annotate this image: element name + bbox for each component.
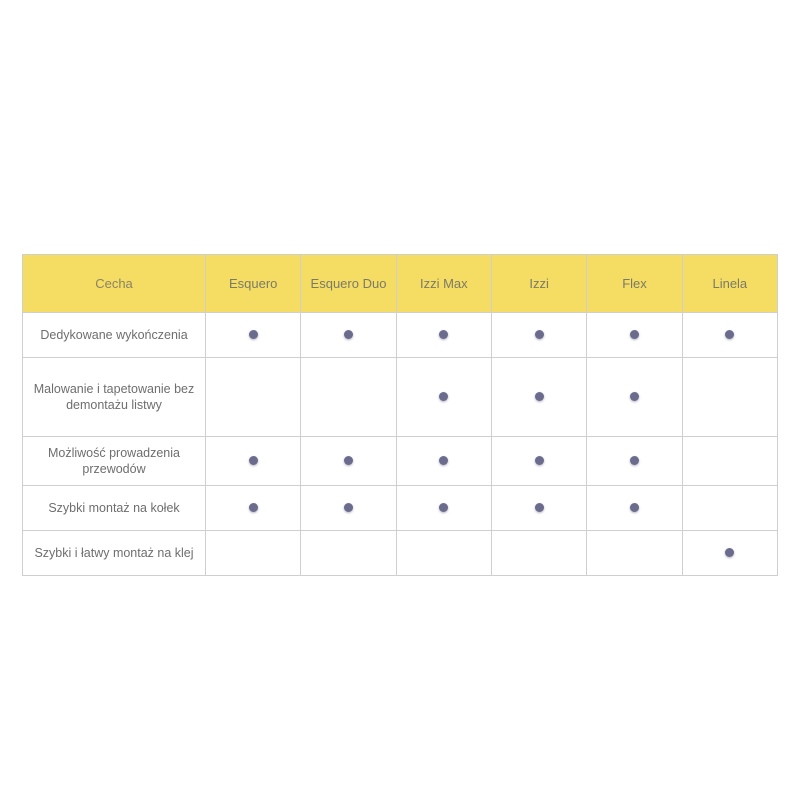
cell-kolek-flex bbox=[587, 486, 682, 531]
check-dot-icon bbox=[630, 330, 639, 339]
check-dot-icon bbox=[535, 503, 544, 512]
check-dot-icon bbox=[249, 503, 258, 512]
cell-klej-izzi-max bbox=[396, 531, 491, 576]
comparison-table-container bbox=[22, 254, 778, 576]
column-header-izzi-max: Izzi Max bbox=[396, 255, 491, 313]
cell-malowanie-linela bbox=[682, 358, 777, 437]
table-row bbox=[23, 437, 778, 486]
column-header-esquero-duo: Esquero Duo bbox=[301, 255, 396, 313]
cell-przewody-izzi bbox=[491, 437, 586, 486]
row-label-montaz-na-kolek: Szybki montaż na kołek bbox=[23, 486, 206, 531]
cell-przewody-esquero-duo bbox=[301, 437, 396, 486]
check-dot-icon bbox=[535, 456, 544, 465]
check-dot-icon bbox=[439, 392, 448, 401]
column-header-esquero: Esquero bbox=[206, 255, 301, 313]
cell-dedykowane-izzi bbox=[491, 313, 586, 358]
feature-comparison-table bbox=[22, 254, 778, 576]
cell-malowanie-esquero bbox=[206, 358, 301, 437]
cell-przewody-izzi-max bbox=[396, 437, 491, 486]
check-dot-icon bbox=[535, 330, 544, 339]
check-dot-icon bbox=[344, 503, 353, 512]
check-dot-icon bbox=[725, 548, 734, 557]
cell-malowanie-flex bbox=[587, 358, 682, 437]
cell-kolek-linela bbox=[682, 486, 777, 531]
check-dot-icon bbox=[344, 456, 353, 465]
cell-malowanie-izzi-max bbox=[396, 358, 491, 437]
check-dot-icon bbox=[439, 330, 448, 339]
table-header bbox=[23, 255, 778, 313]
cell-dedykowane-linela bbox=[682, 313, 777, 358]
check-dot-icon bbox=[630, 456, 639, 465]
table-row bbox=[23, 531, 778, 576]
cell-przewody-flex bbox=[587, 437, 682, 486]
check-dot-icon bbox=[630, 392, 639, 401]
cell-kolek-izzi-max bbox=[396, 486, 491, 531]
column-header-linela: Linela bbox=[682, 255, 777, 313]
check-dot-icon bbox=[535, 392, 544, 401]
check-dot-icon bbox=[344, 330, 353, 339]
table-header-row bbox=[23, 255, 778, 313]
cell-dedykowane-esquero bbox=[206, 313, 301, 358]
cell-malowanie-izzi bbox=[491, 358, 586, 437]
check-dot-icon bbox=[249, 456, 258, 465]
column-header-flex: Flex bbox=[587, 255, 682, 313]
cell-przewody-esquero bbox=[206, 437, 301, 486]
row-label-montaz-na-klej: Szybki i łatwy montaż na klej bbox=[23, 531, 206, 576]
cell-klej-esquero-duo bbox=[301, 531, 396, 576]
cell-dedykowane-esquero-duo bbox=[301, 313, 396, 358]
check-dot-icon bbox=[725, 330, 734, 339]
cell-malowanie-esquero-duo bbox=[301, 358, 396, 437]
cell-kolek-esquero-duo bbox=[301, 486, 396, 531]
column-header-feature: Cecha bbox=[23, 255, 206, 313]
cell-klej-izzi bbox=[491, 531, 586, 576]
cell-klej-esquero bbox=[206, 531, 301, 576]
cell-dedykowane-flex bbox=[587, 313, 682, 358]
check-dot-icon bbox=[439, 456, 448, 465]
column-header-izzi: Izzi bbox=[491, 255, 586, 313]
cell-kolek-izzi bbox=[491, 486, 586, 531]
cell-dedykowane-izzi-max bbox=[396, 313, 491, 358]
table-row bbox=[23, 358, 778, 437]
cell-kolek-esquero bbox=[206, 486, 301, 531]
cell-przewody-linela bbox=[682, 437, 777, 486]
row-label-prowadzenie-przewodow: Możliwość prowadzenia przewodów bbox=[23, 437, 206, 486]
cell-klej-linela bbox=[682, 531, 777, 576]
cell-klej-flex bbox=[587, 531, 682, 576]
table-row bbox=[23, 486, 778, 531]
row-label-malowanie-i-tapetowanie: Malowanie i tapetowanie bez demontażu listwy bbox=[23, 358, 206, 437]
table-body bbox=[23, 313, 778, 576]
check-dot-icon bbox=[439, 503, 448, 512]
row-label-dedykowane-wykonczenia: Dedykowane wykończenia bbox=[23, 313, 206, 358]
check-dot-icon bbox=[249, 330, 258, 339]
check-dot-icon bbox=[630, 503, 639, 512]
table-row bbox=[23, 313, 778, 358]
